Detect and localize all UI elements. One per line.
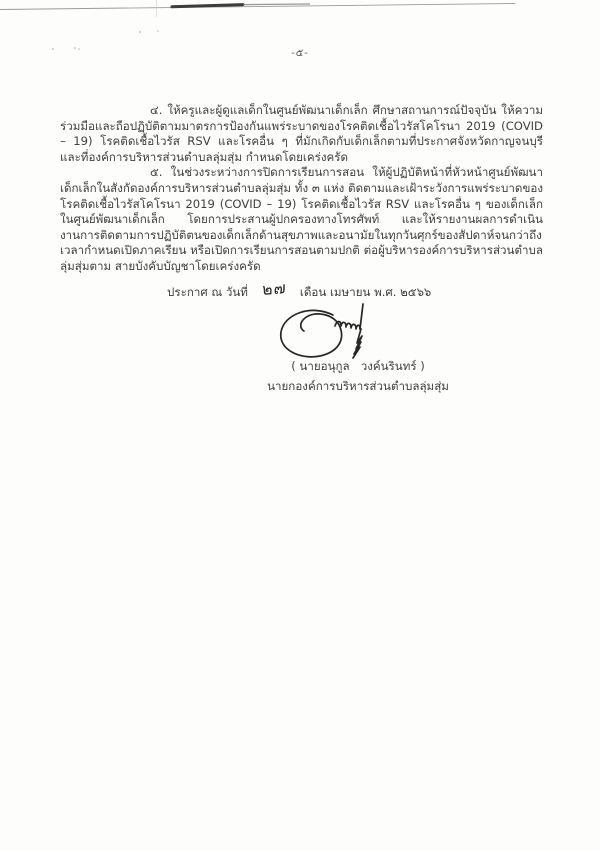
paragraph-item-5: ๕. ในช่วงระหว่างการปิดการเรียนการสอน ให้ผู้ปฏิบัติหน้าที่หัวหน้าศูนย์พัฒนาเด็กเล็กในสังกัดองค์การบริหารส่วนตำบลลุ่มสุ่ม ทั้ง ๓ แห่ง ติดตามและเฝ้าระวังการแพร่ระบาดของโรคติดเชื้อไวรัสโคโรนา 2019 (COVID – 19) โรคติดเชื้อไวรัส RSV และโรคอื่น ๆ ของเด็กเล็กในศูนย์พัฒนาเด็กเล็ก โดยการประสานผู้ปกครองทางโทรศัพท์ และให้รายงานผลการดำเนินงานการติดตามการปฏิบัติตนของเด็กเล็กด้านสุขภาพและอนามัยในทุกวันศุกร์ของสัปดาห์จนกว่าถึงเวลากำหนดเปิดภาคเรียน หรือเปิดการเรียนการสอนตามปกติ ต่อผู้บริหารองค์การบริหารส่วนตำบลลุ่มสุ่มตาม สายบังคับบัญชาโดยเคร่งครัด — [60, 165, 543, 273]
signatory-position: นายกองค์การบริหารส่วนตำบลลุ่มสุ่ม — [267, 379, 449, 393]
scan-vertical-streak — [156, 0, 157, 17]
signatory-block — [238, 356, 478, 396]
issued-prefix: ประกาศ ณ วันที่ — [167, 285, 248, 299]
page-number: -๕- — [291, 48, 309, 59]
signature-icon — [273, 299, 383, 361]
handwritten-day-numeral: ๒๗ — [261, 277, 287, 300]
paragraph-item-4: ๔. ให้ครูและผู้ดูแลเด็กในศูนย์พัฒนาเด็กเล็ก ศึกษาสถานการณ์ปัจจุบัน ให้ความร่วมมือและถือปฏิบัติตามมาตรการป้องกันแพร่ระบาดของโรคติดเชื้อไวรัสโคโรนา 2019 (COVID – 19) โรคติดเชื้อไวรัส RSV และโรคอื่น ๆ ที่มักเกิดกับเด็กเล็กตามที่ประกาศจังหวัดกาญจนบุรี และที่องค์การบริหารส่วนตำบลลุ่มสุ่ม กำหนดโดยเคร่งครัด — [60, 103, 543, 164]
document-body — [60, 103, 543, 275]
scan-edge-artifact-line — [0, 0, 600, 20]
scan-noise-speck — [139, 31, 141, 33]
signatory-name: ( นายอนุกูล วงค์นรินทร์ ) — [291, 359, 425, 373]
issued-suffix: เดือน เมษายน พ.ศ. ๒๕๖๖ — [299, 285, 432, 299]
